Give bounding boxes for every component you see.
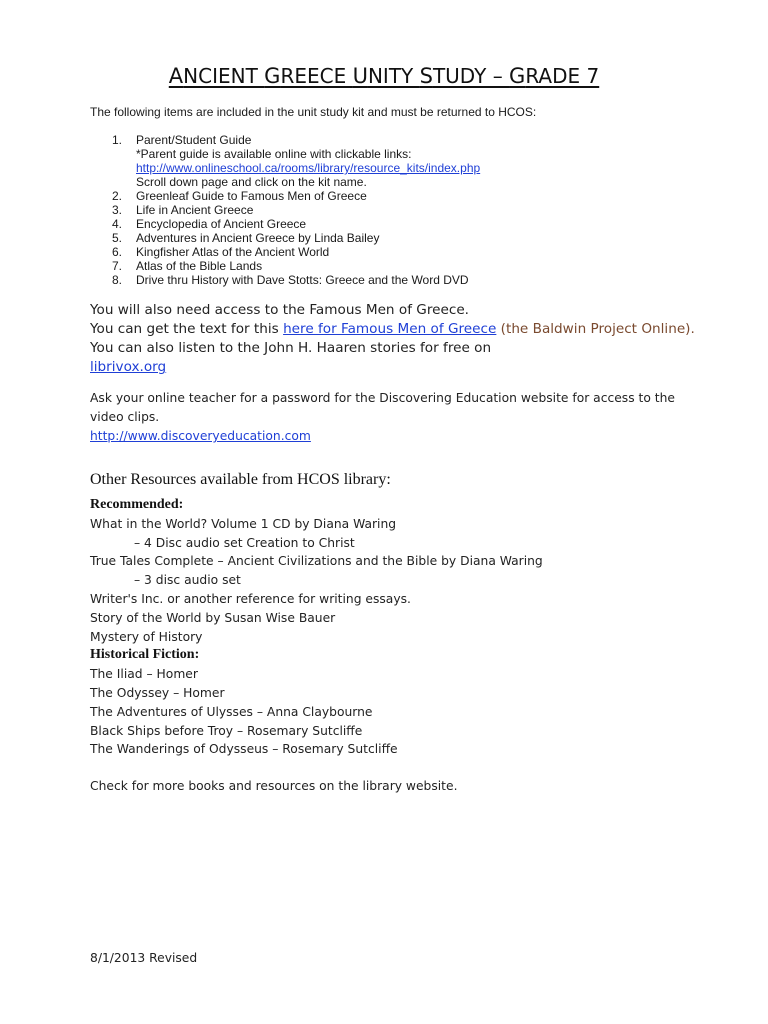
kit-item-list [112,133,692,287]
kit-item [112,133,692,189]
kit-item [112,203,692,217]
kit-item [112,189,692,203]
kit-item-note-suffix: Scroll down page and click on the kit name. [136,175,367,189]
kit-item-label: Kingfisher Atlas of the Ancient World [136,245,330,259]
title-text: NCIENT [183,64,265,88]
recommended-item: Mystery of History [90,629,203,644]
discovery-text: Ask your online teacher for a password for the Discovering Education website for access to the video clips. [90,391,675,424]
historical-fiction-item: The Adventures of Ulysses – Anna Claybourne [90,704,373,719]
kit-item-number: 2. [112,189,123,203]
discovery-link-line [90,427,700,446]
recommended-item: Story of the World by Susan Wise Bauer [90,610,336,625]
kit-item [112,231,692,245]
title-text: NITY [367,64,420,88]
kit-item-number: 7. [112,259,123,273]
check-more-text: Check for more books and resources on the library website. [90,779,458,793]
kit-item-label: Greenleaf Guide to Famous Men of Greece [136,189,367,203]
famous-men-section [90,301,720,377]
revision-footer: 8/1/2013 Revised [90,951,198,965]
kit-item-note [136,147,692,175]
famous-text: You can get the text for this [90,321,284,337]
recommended-item: True Tales Complete – Ancient Civilizations and the Bible by Diana Waring [90,554,543,569]
page-title [0,62,768,90]
note-text: *Parent guide is available online with clickable links: [136,147,412,161]
famous-men-line: You will also need access to the Famous Men of Greece. [90,302,470,318]
kit-item-label: Parent/Student Guide [136,133,252,147]
historical-fiction-item: The Iliad – Homer [90,667,198,682]
kit-item-number: 3. [112,203,123,217]
kit-item [112,259,692,273]
recommended-item: What in the World? Volume 1 CD by Diana Waring [90,516,397,531]
discovery-education-link[interactable]: http://www.discoveryeducation.com [90,429,311,443]
kit-item-number: 6. [112,245,123,259]
title-text: RADE 7 [525,64,600,88]
historical-fiction-heading: Historical Fiction: [90,647,200,663]
intro-text: The following items are included in the unit study kit and must be returned to HCOS: [90,105,537,119]
baldwin-project-text: (the Baldwin Project Online). [496,321,695,337]
title-text: TUDY – [432,64,510,88]
kit-item-number: 4. [112,217,123,231]
historical-fiction-item: Black Ships before Troy – Rosemary Sutcliffe [90,723,363,738]
kit-item-label: Life in Ancient Greece [136,203,254,217]
other-resources-heading: Other Resources available from HCOS library: [90,471,391,488]
kit-item [112,217,692,231]
resources-list [90,496,730,759]
discovery-section [90,389,700,446]
historical-fiction-item: The Odyssey – Homer [90,685,225,700]
kit-item-label: Drive thru History with Dave Stotts: Greece and the Word DVD [136,273,469,287]
famous-text: You can also listen to the John H. Haaren stories for free on [90,340,492,356]
kit-item-number: 5. [112,231,123,245]
kit-item-number: 1. [112,133,123,147]
parent-guide-link[interactable]: http://www.onlineschool.ca/rooms/library/resource_kits/index.php [136,161,481,175]
kit-item-label: Encyclopedia of Ancient Greece [136,217,307,231]
kit-item-label: Atlas of the Bible Lands [136,259,263,273]
recommended-item: Writer's Inc. or another reference for writing essays. [90,591,411,606]
kit-item [112,245,692,259]
title-initial: G [264,64,281,88]
recommended-subitem: – 4 Disc audio set Creation to Christ [134,535,355,550]
librivox-link[interactable]: librivox.org [90,359,167,375]
title-text: REECE [280,64,353,88]
famous-men-link[interactable]: here for Famous Men of Greece [283,321,497,337]
librivox-line [90,358,720,377]
recommended-subitem: – 3 disc audio set [134,573,241,588]
title-initial: S [419,64,433,88]
kit-item-label: Adventures in Ancient Greece by Linda Bailey [136,231,380,245]
kit-item-number: 8. [112,273,123,287]
historical-fiction-item: The Wanderings of Odysseus – Rosemary Sutcliffe [90,742,398,757]
kit-item [112,273,692,287]
recommended-heading: Recommended: [90,497,184,512]
title-initial: A [168,64,184,88]
famous-men-text-line [90,320,720,358]
title-initial: U [352,64,368,88]
title-initial: G [509,64,526,88]
